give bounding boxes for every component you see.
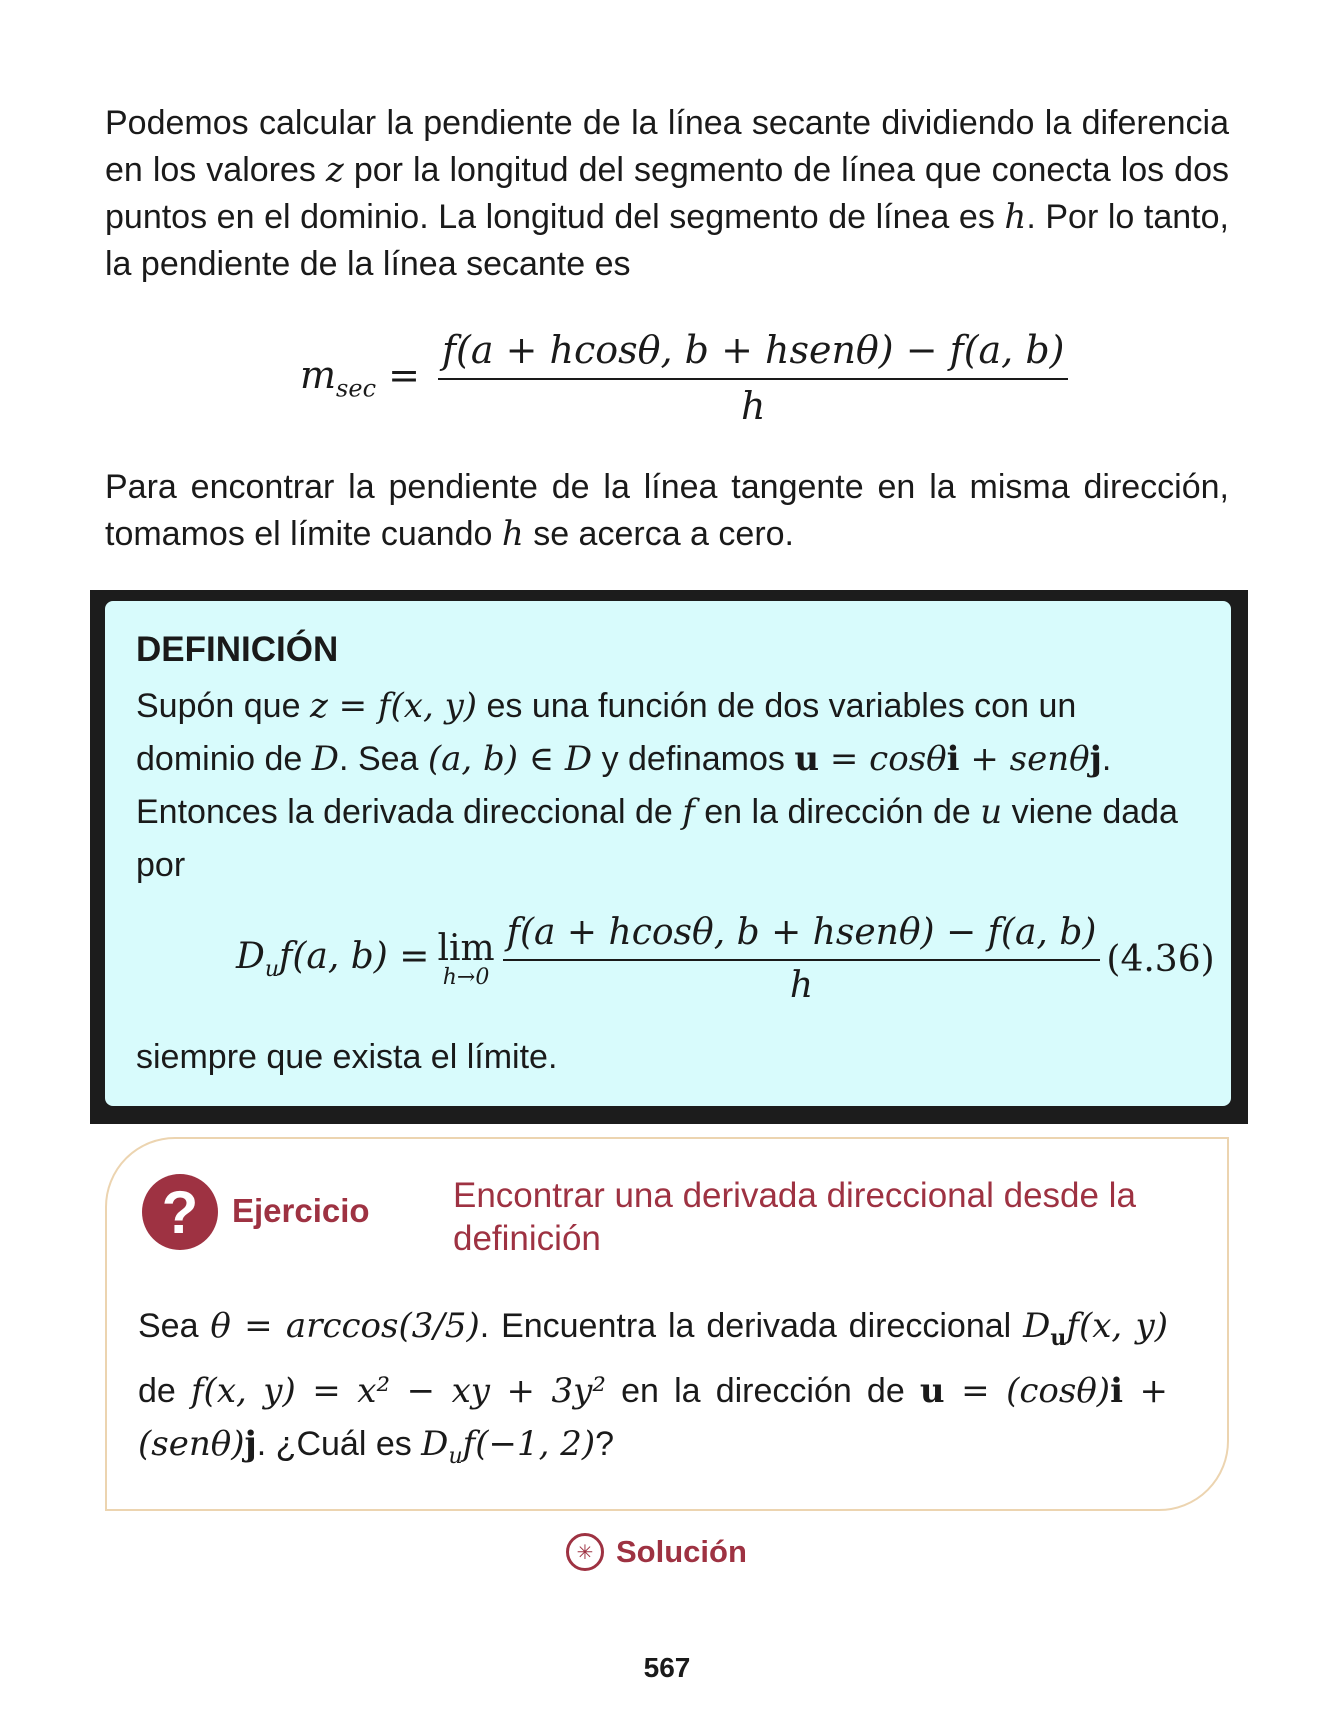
- intro-paragraph: [105, 100, 1229, 288]
- equation-lhs: [236, 936, 429, 982]
- fraction-denominator: h: [789, 965, 814, 1006]
- page-number: 567: [643, 1652, 691, 1683]
- text-run: y definamos: [592, 740, 795, 778]
- derivative-subscript: u: [448, 1443, 463, 1469]
- math-variable-h: h: [1004, 197, 1027, 237]
- equation-number: (4.36): [1106, 938, 1215, 980]
- question-mark-icon: ?: [142, 1174, 218, 1250]
- derivative-subscript: u: [264, 957, 280, 983]
- definition-tail: siempre que exista el límite.: [136, 1038, 558, 1076]
- slope-subscript: sec: [336, 374, 377, 403]
- math-inline: f(−1, 2): [462, 1423, 596, 1464]
- text-run: . Encuentra la derivada direccional: [479, 1307, 1024, 1345]
- text-run: Podemos calcular la pendiente de la línea secante dividiendo la diferencia en los valores: [105, 104, 1229, 189]
- text-run: se acerca a cero.: [523, 515, 794, 553]
- directional-derivative-equation: [236, 912, 1215, 1006]
- text-run: es una función de dos variables con un dominio de: [136, 687, 1077, 778]
- text-run: de: [138, 1371, 191, 1410]
- math-vector-u: u: [794, 739, 820, 779]
- equals-sign: =: [388, 353, 420, 398]
- fraction-denominator: h: [740, 384, 766, 428]
- math-vector-j: j: [244, 1423, 257, 1464]
- equation-lhs: [300, 353, 420, 403]
- derivative-symbol: D: [236, 935, 265, 977]
- math-inline: (a, b) ∈ D: [427, 739, 593, 779]
- text-run: viene dada por: [136, 793, 1178, 884]
- derivative-subscript: u: [1050, 1324, 1067, 1351]
- math-inline: f(x, y) = x² − xy + 3y²: [190, 1370, 606, 1411]
- derivative-symbol: D: [1023, 1306, 1051, 1346]
- text-run: ?: [595, 1424, 615, 1463]
- text-run: en la dirección de: [694, 793, 981, 831]
- text-run: Para encontrar la pendiente de la línea tangente en la misma dirección, tomamos el límite cuando: [105, 468, 1229, 553]
- math-inline: θ = arccos(3/5): [210, 1306, 480, 1346]
- math-inline: u: [980, 792, 1003, 832]
- text-run: . ¿Cuál es: [256, 1424, 422, 1463]
- tangent-paragraph: [105, 464, 1229, 558]
- text-run: por la longitud del segmento de línea que conecta los dos puntos en el dominio. La longitud del segmento de línea es: [105, 151, 1229, 236]
- solution-label: Solución: [616, 1534, 747, 1569]
- secant-slope-equation: [300, 328, 1068, 428]
- text-run: Supón que: [136, 687, 310, 725]
- math-vector-i: i: [1110, 1370, 1123, 1411]
- math-inline: f: [682, 792, 695, 832]
- exercise-title: Encontrar una derivada direccional desde la definición: [453, 1176, 1136, 1258]
- math-vector-u: u: [919, 1370, 945, 1411]
- math-inline: D: [311, 739, 340, 779]
- limit-label: lim: [437, 928, 495, 969]
- fraction-numerator: f(a + hcosθ, b + hsenθ) − f(a, b): [503, 912, 1101, 961]
- equation-lhs-rest: f(a, b) =: [279, 935, 430, 977]
- math-variable-z: z: [325, 150, 344, 190]
- limit-operator: [437, 928, 494, 990]
- solution-button[interactable]: [566, 1533, 747, 1571]
- math-inline: z = f(x, y): [309, 686, 478, 726]
- text-run: Sea: [138, 1307, 211, 1345]
- fraction-numerator: f(a + hcosθ, b + hsenθ) − f(a, b): [438, 328, 1069, 380]
- exercise-body: [138, 1300, 1168, 1483]
- math-vector-j: j: [1089, 739, 1102, 779]
- exercise-label: Ejercicio: [232, 1192, 370, 1229]
- math-variable-h: h: [501, 514, 524, 554]
- fraction: [438, 328, 1069, 428]
- math-inline: = (cosθ): [944, 1370, 1111, 1411]
- math-inline: f(x, y): [1066, 1306, 1168, 1346]
- click-cursor-icon: ✳: [566, 1533, 604, 1571]
- slope-symbol: m: [300, 353, 337, 398]
- definition-body: [136, 680, 1180, 892]
- derivative-symbol: D: [421, 1423, 449, 1464]
- fraction: [503, 912, 1101, 1006]
- math-inline: + (senθ): [138, 1370, 1168, 1464]
- math-inline: = cosθ: [819, 739, 947, 779]
- definition-title: DEFINICIÓN: [136, 630, 339, 669]
- math-inline: + senθ: [959, 739, 1090, 779]
- text-run: . Sea: [339, 740, 428, 778]
- text-run: . Por lo tanto, la pendiente de la línea secante es: [105, 198, 1229, 283]
- text-run: en la dirección de: [605, 1371, 920, 1410]
- limit-subscript: h→0: [442, 965, 490, 990]
- math-vector-i: i: [946, 739, 960, 779]
- text-run: . Entonces la derivada direccional de: [136, 740, 1112, 831]
